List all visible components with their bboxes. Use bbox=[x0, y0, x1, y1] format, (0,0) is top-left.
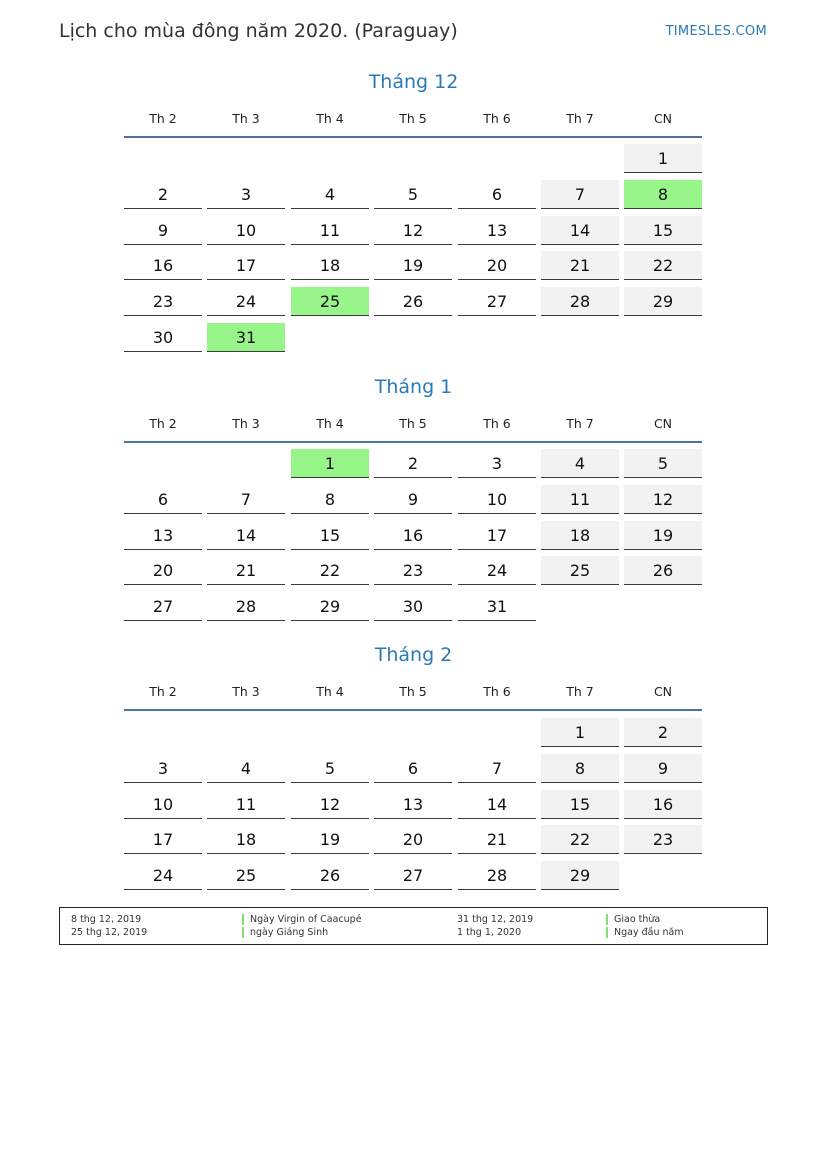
day-cell: 20 bbox=[374, 825, 452, 854]
day-cell: 24 bbox=[207, 287, 285, 316]
day-cell: 13 bbox=[458, 216, 536, 245]
day-cell: 26 bbox=[291, 861, 369, 890]
day-cell: 5 bbox=[374, 180, 452, 209]
weekday-header: Th 5 bbox=[399, 684, 427, 699]
day-cell: 26 bbox=[374, 287, 452, 316]
day-cell: 18 bbox=[541, 521, 619, 550]
day-cell: 11 bbox=[541, 485, 619, 514]
day-cell: 9 bbox=[624, 754, 702, 783]
day-cell: 11 bbox=[207, 790, 285, 819]
day-cell: 6 bbox=[124, 485, 202, 514]
day-cell: 27 bbox=[458, 287, 536, 316]
day-cell: 8 bbox=[541, 754, 619, 783]
day-cell: 25 bbox=[207, 861, 285, 890]
day-cell: 21 bbox=[207, 556, 285, 585]
holiday-day-cell: 31 bbox=[207, 323, 285, 352]
page-title: Lịch cho mùa đông năm 2020. (Paraguay) bbox=[59, 20, 458, 42]
day-cell: 9 bbox=[374, 485, 452, 514]
month-title: Tháng 2 bbox=[374, 644, 453, 666]
header-divider bbox=[124, 709, 702, 711]
weekday-header: Th 7 bbox=[566, 416, 594, 431]
weekday-header: Th 3 bbox=[232, 111, 260, 126]
day-cell: 14 bbox=[458, 790, 536, 819]
day-cell: 23 bbox=[624, 825, 702, 854]
weekday-header: Th 2 bbox=[149, 416, 177, 431]
legend-holiday-name: ngày Giáng Sinh bbox=[242, 927, 328, 938]
legend-holiday-name: Ngày Virgin of Caacupé bbox=[242, 914, 362, 925]
day-cell: 2 bbox=[374, 449, 452, 478]
day-cell: 3 bbox=[124, 754, 202, 783]
weekday-header: Th 6 bbox=[483, 111, 511, 126]
legend-date: 25 thg 12, 2019 bbox=[71, 927, 148, 938]
day-cell: 11 bbox=[291, 216, 369, 245]
day-cell: 18 bbox=[207, 825, 285, 854]
day-cell: 15 bbox=[624, 216, 702, 245]
weekday-header: Th 6 bbox=[483, 416, 511, 431]
day-cell: 17 bbox=[458, 521, 536, 550]
day-cell: 4 bbox=[291, 180, 369, 209]
day-cell: 29 bbox=[624, 287, 702, 316]
day-cell: 24 bbox=[124, 861, 202, 890]
legend-holiday-name: Giao thừa bbox=[606, 914, 660, 925]
weekday-header: Th 3 bbox=[232, 684, 260, 699]
day-cell: 1 bbox=[624, 144, 702, 173]
day-cell: 13 bbox=[374, 790, 452, 819]
header-divider bbox=[124, 136, 702, 138]
header-divider bbox=[124, 441, 702, 443]
day-cell: 6 bbox=[458, 180, 536, 209]
day-cell: 21 bbox=[541, 251, 619, 280]
weekday-header: Th 7 bbox=[566, 111, 594, 126]
day-cell: 30 bbox=[374, 592, 452, 621]
day-cell: 29 bbox=[291, 592, 369, 621]
month-title: Tháng 12 bbox=[368, 71, 459, 93]
day-cell: 27 bbox=[124, 592, 202, 621]
weekday-header: Th 4 bbox=[316, 416, 344, 431]
day-cell: 16 bbox=[374, 521, 452, 550]
weekday-header: Th 7 bbox=[566, 684, 594, 699]
weekday-header: Th 2 bbox=[149, 111, 177, 126]
legend-date: 1 thg 1, 2020 bbox=[457, 927, 522, 938]
day-cell: 17 bbox=[207, 251, 285, 280]
day-cell: 6 bbox=[374, 754, 452, 783]
day-cell: 23 bbox=[374, 556, 452, 585]
day-cell: 3 bbox=[207, 180, 285, 209]
legend-date: 31 thg 12, 2019 bbox=[457, 914, 534, 925]
holiday-day-cell: 1 bbox=[291, 449, 369, 478]
day-cell: 7 bbox=[541, 180, 619, 209]
day-cell: 5 bbox=[291, 754, 369, 783]
day-cell: 14 bbox=[207, 521, 285, 550]
day-cell: 12 bbox=[374, 216, 452, 245]
day-cell: 25 bbox=[541, 556, 619, 585]
day-cell: 20 bbox=[124, 556, 202, 585]
weekday-header: Th 4 bbox=[316, 111, 344, 126]
day-cell: 1 bbox=[541, 718, 619, 747]
weekday-header: Th 2 bbox=[149, 684, 177, 699]
legend-holiday-name: Ngay đầu năm bbox=[606, 927, 684, 938]
day-cell: 28 bbox=[541, 287, 619, 316]
day-cell: 16 bbox=[624, 790, 702, 819]
day-cell: 2 bbox=[624, 718, 702, 747]
holiday-legend bbox=[59, 907, 768, 945]
holiday-day-cell: 8 bbox=[624, 180, 702, 209]
day-cell: 18 bbox=[291, 251, 369, 280]
day-cell: 29 bbox=[541, 861, 619, 890]
day-cell: 3 bbox=[458, 449, 536, 478]
day-cell: 15 bbox=[291, 521, 369, 550]
holiday-day-cell: 25 bbox=[291, 287, 369, 316]
day-cell: 31 bbox=[458, 592, 536, 621]
day-cell: 28 bbox=[207, 592, 285, 621]
month-title: Tháng 1 bbox=[374, 376, 453, 398]
weekday-header: Th 6 bbox=[483, 684, 511, 699]
day-cell: 22 bbox=[624, 251, 702, 280]
weekday-header: CN bbox=[653, 111, 673, 126]
day-cell: 19 bbox=[291, 825, 369, 854]
day-cell: 22 bbox=[291, 556, 369, 585]
weekday-header: Th 5 bbox=[399, 416, 427, 431]
day-cell: 10 bbox=[207, 216, 285, 245]
weekday-header: CN bbox=[653, 684, 673, 699]
day-cell: 24 bbox=[458, 556, 536, 585]
day-cell: 17 bbox=[124, 825, 202, 854]
day-cell: 19 bbox=[374, 251, 452, 280]
day-cell: 12 bbox=[624, 485, 702, 514]
weekday-header: CN bbox=[653, 416, 673, 431]
day-cell: 4 bbox=[541, 449, 619, 478]
day-cell: 5 bbox=[624, 449, 702, 478]
weekday-header: Th 4 bbox=[316, 684, 344, 699]
day-cell: 14 bbox=[541, 216, 619, 245]
day-cell: 22 bbox=[541, 825, 619, 854]
day-cell: 12 bbox=[291, 790, 369, 819]
day-cell: 16 bbox=[124, 251, 202, 280]
day-cell: 10 bbox=[458, 485, 536, 514]
weekday-header: Th 3 bbox=[232, 416, 260, 431]
legend-date: 8 thg 12, 2019 bbox=[71, 914, 142, 925]
day-cell: 7 bbox=[207, 485, 285, 514]
brand-link[interactable]: TIMESLES.COM bbox=[665, 24, 767, 39]
weekday-header: Th 5 bbox=[399, 111, 427, 126]
day-cell: 20 bbox=[458, 251, 536, 280]
day-cell: 10 bbox=[124, 790, 202, 819]
day-cell: 15 bbox=[541, 790, 619, 819]
day-cell: 23 bbox=[124, 287, 202, 316]
day-cell: 27 bbox=[374, 861, 452, 890]
day-cell: 19 bbox=[624, 521, 702, 550]
day-cell: 26 bbox=[624, 556, 702, 585]
day-cell: 21 bbox=[458, 825, 536, 854]
day-cell: 13 bbox=[124, 521, 202, 550]
day-cell: 7 bbox=[458, 754, 536, 783]
day-cell: 4 bbox=[207, 754, 285, 783]
day-cell: 8 bbox=[291, 485, 369, 514]
day-cell: 2 bbox=[124, 180, 202, 209]
day-cell: 30 bbox=[124, 323, 202, 352]
day-cell: 9 bbox=[124, 216, 202, 245]
day-cell: 28 bbox=[458, 861, 536, 890]
